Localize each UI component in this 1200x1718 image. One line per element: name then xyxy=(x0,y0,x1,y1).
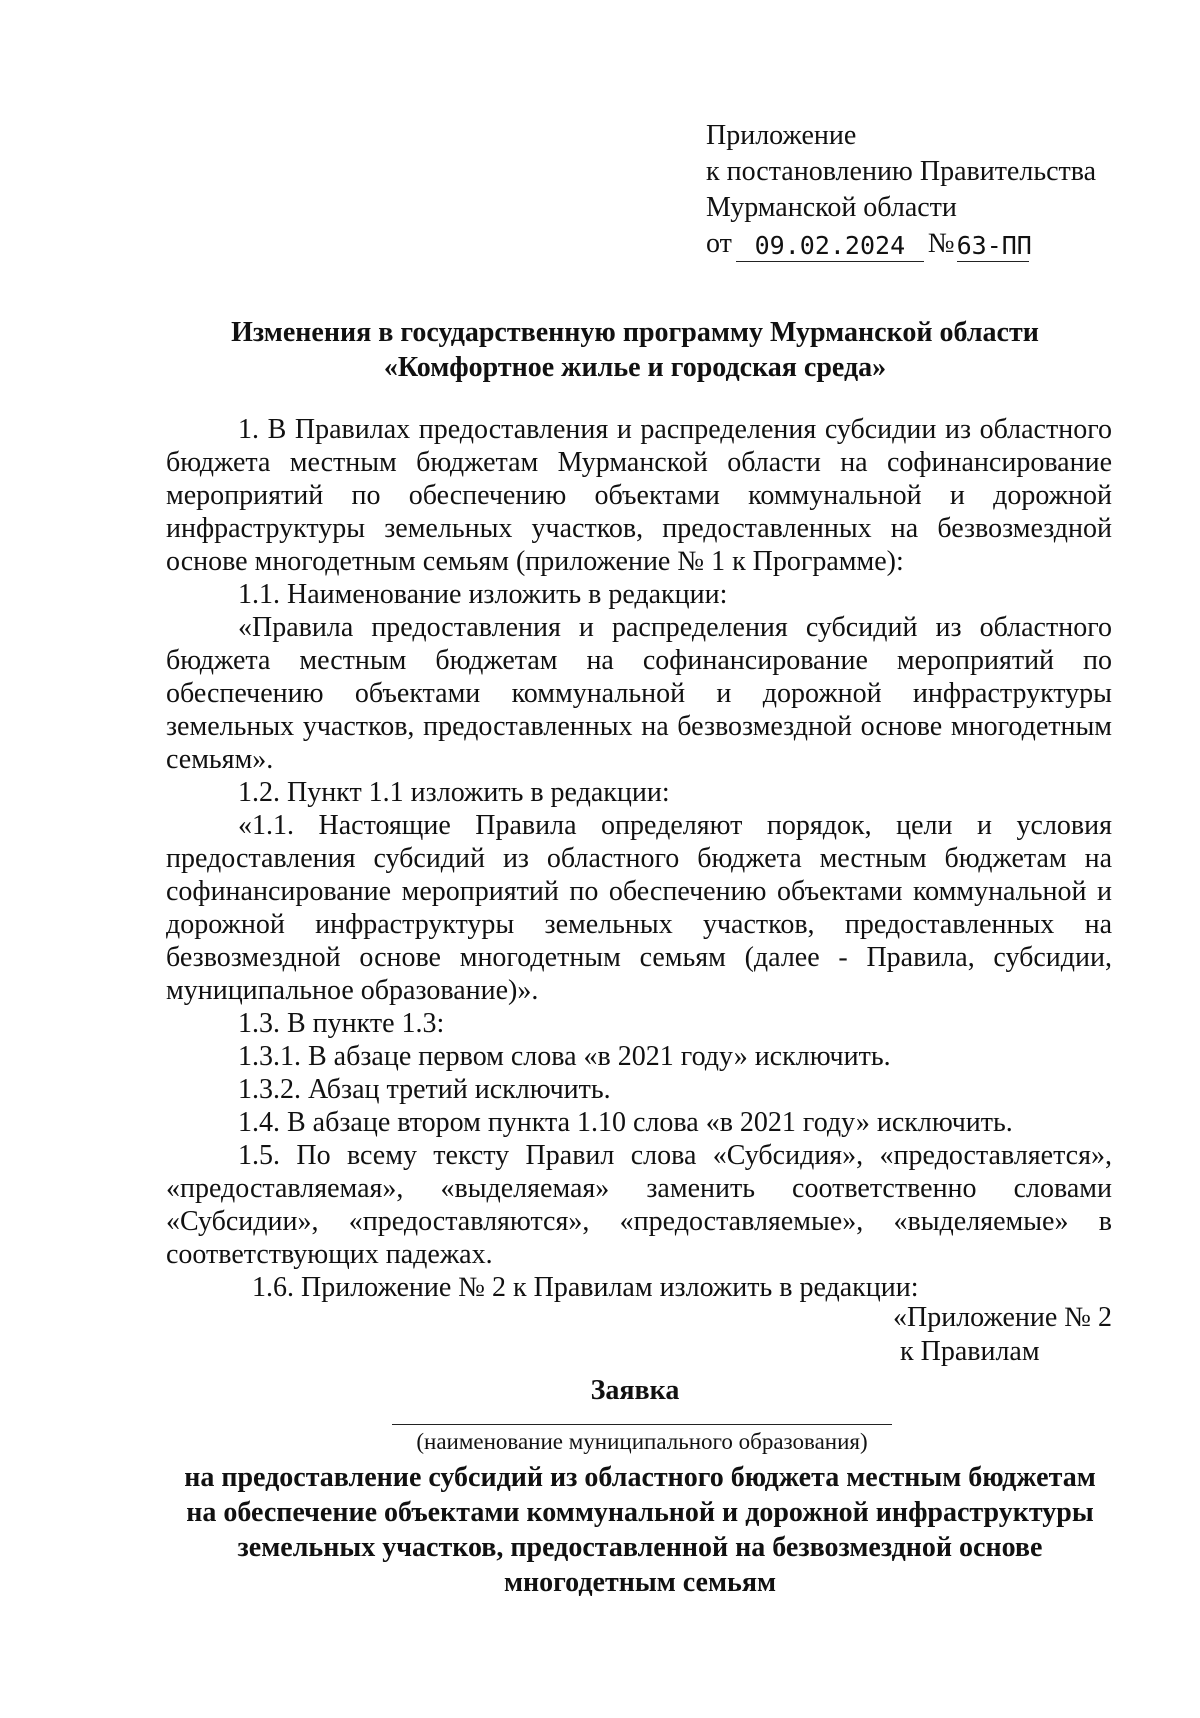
document-body xyxy=(166,413,1112,1304)
date-prefix: от xyxy=(706,228,732,259)
header-date-row xyxy=(706,226,1096,262)
appendix-line-1: «Приложение № 2 xyxy=(893,1302,1112,1333)
paragraph-1-4: 1.4. В абзаце втором пункта 1.10 слова «в 2021 году» исключить. xyxy=(238,1107,1013,1138)
resolution-number: 63-ПП xyxy=(956,231,1032,260)
number-sign: № xyxy=(927,228,955,259)
header-line-3: Мурманской области xyxy=(706,192,957,223)
paragraph-quote-2: «1.1. Настоящие Правила определяют порядок, цели и условия предоставления субсидий из областного бюджета местным бюджетам на софинансирование мероприятий по обеспечению объектами коммунальной и дорожной инфраструктуры земельных участков, предоставленных на безвозмездной основе многодетным семьям (далее - Правила, субсидии, муниципальное образование)». xyxy=(166,810,1112,1006)
form-title-line-3: земельных участков, предоставленной на безвозмездной основе xyxy=(237,1532,1043,1563)
paragraph-1-5: 1.5. По всему тексту Правил слова «Субсидия», «предоставляется», «предоставляемая», «выделяемая» заменить соответственно словами «Субсидии», «предоставляются», «предоставляемые», «выделяемые» в соответствующих падежах. xyxy=(166,1140,1112,1270)
header-line-1: Приложение xyxy=(706,120,857,151)
paragraph-1-6: 1.6. Приложение № 2 к Правилам изложить в редакции: xyxy=(252,1272,919,1303)
paragraph-1: 1. В Правилах предоставления и распределения субсидии из областного бюджета местным бюджетам Мурманской области на софинансирование мероприятий по обеспечению объектами коммунальной и дорожной инфраструктуры земельных участков, предоставленных на безвозмездной основе многодетным семьям (приложение № 1 к Программе): xyxy=(166,414,1112,577)
appendix-line-2: к Правилам xyxy=(900,1336,1040,1367)
paragraph-1-1: 1.1. Наименование изложить в редакции: xyxy=(238,579,728,610)
paragraph-1-3-2: 1.3.2. Абзац третий исключить. xyxy=(238,1074,611,1105)
document-title xyxy=(160,315,1110,385)
approval-header xyxy=(706,118,1096,262)
municipality-hint: (наименование муниципального образования) xyxy=(416,1429,868,1454)
form-title-line-2: на обеспечение объектами коммунальной и дорожной инфраструктуры xyxy=(186,1497,1094,1528)
form-title-line-1: на предоставление субсидий из областного бюджета местным бюджетам xyxy=(184,1462,1096,1493)
form-title xyxy=(150,1460,1130,1600)
header-line-2: к постановлению Правительства xyxy=(706,156,1097,187)
municipality-blank-line xyxy=(392,1424,892,1425)
paragraph-quote-1: «Правила предоставления и распределения субсидий из областного бюджета местным бюджетам на софинансирование мероприятий по обеспечению объектами коммунальной и дорожной инфраструктуры земельных участков, предоставленных на безвозмездной основе многодетным семьям». xyxy=(166,612,1112,775)
paragraph-1-3-1: 1.3.1. В абзаце первом слова «в 2021 году» исключить. xyxy=(238,1041,891,1072)
form-heading: Заявка xyxy=(590,1375,680,1406)
title-line-1: Изменения в государственную программу Мурманской области xyxy=(231,317,1039,348)
paragraph-1-3: 1.3. В пункте 1.3: xyxy=(238,1008,445,1039)
resolution-date: 09.02.2024 xyxy=(736,231,924,262)
appendix-label xyxy=(893,1301,1112,1369)
paragraph-1-2: 1.2. Пункт 1.1 изложить в редакции: xyxy=(238,777,670,808)
title-line-2: «Комфортное жилье и городская среда» xyxy=(383,352,887,383)
form-title-line-4: многодетным семьям xyxy=(503,1567,777,1598)
